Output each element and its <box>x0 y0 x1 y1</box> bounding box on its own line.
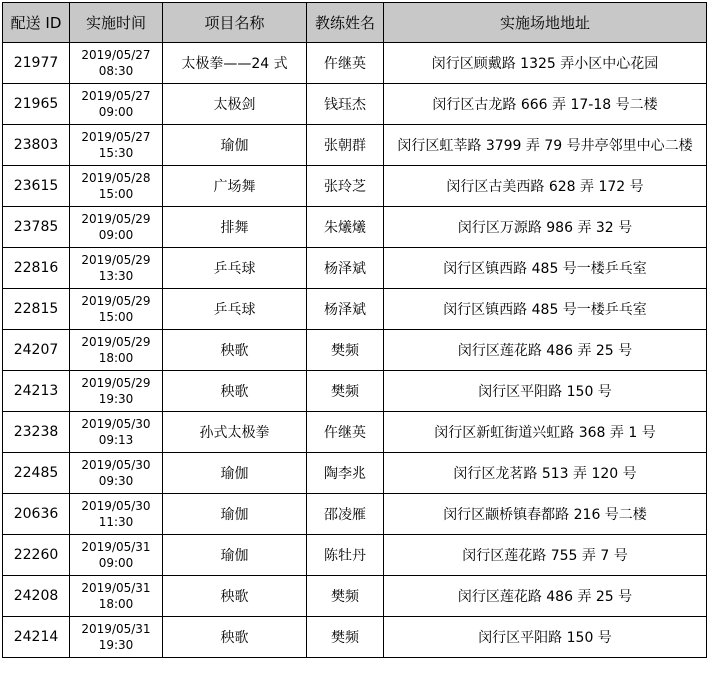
table-row <box>3 453 707 494</box>
header-coach: 教练姓名 <box>307 3 384 43</box>
cell-clock: 09:13 <box>98 433 134 447</box>
cell-coach: 杨泽斌 <box>307 289 384 330</box>
table-row <box>3 617 707 658</box>
cell-coach: 樊频 <box>307 576 384 617</box>
cell-address: 闵行区镇西路 485 号一楼乒乓室 <box>384 248 707 289</box>
cell-delivery-id: 24207 <box>3 330 70 371</box>
cell-coach: 樊频 <box>307 617 384 658</box>
cell-clock: 15:30 <box>98 146 134 160</box>
table-row <box>3 371 707 412</box>
cell-project: 秧歌 <box>163 371 307 412</box>
cell-delivery-id: 20636 <box>3 494 70 535</box>
cell-date: 2019/05/30 <box>81 417 151 431</box>
cell-address: 闵行区古龙路 666 弄 17-18 号二楼 <box>384 84 707 125</box>
cell-project: 乒乓球 <box>163 289 307 330</box>
cell-time <box>70 453 163 494</box>
cell-clock: 15:00 <box>98 310 134 324</box>
cell-date: 2019/05/27 <box>81 48 151 62</box>
cell-date: 2019/05/30 <box>81 499 151 513</box>
header-delivery-id: 配送 ID <box>3 3 70 43</box>
table-row <box>3 330 707 371</box>
cell-project: 太极拳——24 式 <box>163 43 307 84</box>
cell-clock: 11:30 <box>98 515 134 529</box>
cell-time <box>70 371 163 412</box>
cell-project: 秧歌 <box>163 617 307 658</box>
table-row <box>3 43 707 84</box>
cell-date: 2019/05/29 <box>81 294 151 308</box>
cell-address: 闵行区莲花路 486 弄 25 号 <box>384 330 707 371</box>
cell-delivery-id: 21965 <box>3 84 70 125</box>
cell-coach: 樊频 <box>307 330 384 371</box>
cell-delivery-id: 24214 <box>3 617 70 658</box>
cell-clock: 19:30 <box>98 392 134 406</box>
cell-date: 2019/05/31 <box>81 540 151 554</box>
cell-delivery-id: 23803 <box>3 125 70 166</box>
cell-date: 2019/05/27 <box>81 130 151 144</box>
table-row <box>3 248 707 289</box>
cell-date: 2019/05/29 <box>81 253 151 267</box>
cell-coach: 张朝群 <box>307 125 384 166</box>
cell-time <box>70 330 163 371</box>
cell-project: 秧歌 <box>163 330 307 371</box>
cell-delivery-id: 22815 <box>3 289 70 330</box>
cell-coach: 陶李兆 <box>307 453 384 494</box>
table-row <box>3 207 707 248</box>
cell-time <box>70 576 163 617</box>
header-address: 实施场地地址 <box>384 3 707 43</box>
cell-delivery-id: 21977 <box>3 43 70 84</box>
cell-time <box>70 166 163 207</box>
cell-time <box>70 289 163 330</box>
cell-address: 闵行区莲花路 486 弄 25 号 <box>384 576 707 617</box>
cell-delivery-id: 24213 <box>3 371 70 412</box>
cell-clock: 15:00 <box>98 187 134 201</box>
cell-time <box>70 412 163 453</box>
cell-project: 瑜伽 <box>163 453 307 494</box>
cell-time <box>70 43 163 84</box>
cell-project: 孙式太极拳 <box>163 412 307 453</box>
cell-clock: 19:30 <box>98 638 134 652</box>
cell-time <box>70 617 163 658</box>
cell-address: 闵行区颛桥镇春都路 216 号二楼 <box>384 494 707 535</box>
cell-date: 2019/05/30 <box>81 458 151 472</box>
cell-address: 闵行区虹莘路 3799 弄 79 号井亭邻里中心二楼 <box>384 125 707 166</box>
cell-clock: 09:00 <box>98 556 134 570</box>
cell-project: 乒乓球 <box>163 248 307 289</box>
table-row <box>3 166 707 207</box>
table-row <box>3 535 707 576</box>
cell-address: 闵行区龙茗路 513 弄 120 号 <box>384 453 707 494</box>
cell-date: 2019/05/31 <box>81 581 151 595</box>
header-time: 实施时间 <box>70 3 163 43</box>
cell-time <box>70 535 163 576</box>
cell-date: 2019/05/29 <box>81 212 151 226</box>
cell-project: 排舞 <box>163 207 307 248</box>
cell-clock: 09:30 <box>98 474 134 488</box>
cell-project: 瑜伽 <box>163 494 307 535</box>
cell-coach: 杨泽斌 <box>307 248 384 289</box>
cell-time <box>70 125 163 166</box>
cell-project: 瑜伽 <box>163 125 307 166</box>
cell-project: 广场舞 <box>163 166 307 207</box>
cell-coach: 邵凌雁 <box>307 494 384 535</box>
table-row <box>3 576 707 617</box>
cell-time <box>70 207 163 248</box>
cell-delivery-id: 23615 <box>3 166 70 207</box>
cell-project: 瑜伽 <box>163 535 307 576</box>
cell-address: 闵行区新虹街道兴虹路 368 弄 1 号 <box>384 412 707 453</box>
cell-time <box>70 248 163 289</box>
cell-date: 2019/05/28 <box>81 171 151 185</box>
cell-clock: 09:00 <box>98 105 134 119</box>
cell-project: 秧歌 <box>163 576 307 617</box>
cell-address: 闵行区平阳路 150 号 <box>384 371 707 412</box>
cell-date: 2019/05/27 <box>81 89 151 103</box>
cell-coach: 张玲芝 <box>307 166 384 207</box>
cell-delivery-id: 23785 <box>3 207 70 248</box>
header-project: 项目名称 <box>163 3 307 43</box>
cell-delivery-id: 23238 <box>3 412 70 453</box>
table-row <box>3 84 707 125</box>
cell-date: 2019/05/29 <box>81 335 151 349</box>
cell-address: 闵行区镇西路 485 号一楼乒乓室 <box>384 289 707 330</box>
table-row <box>3 494 707 535</box>
cell-delivery-id: 22260 <box>3 535 70 576</box>
cell-address: 闵行区莲花路 755 弄 7 号 <box>384 535 707 576</box>
cell-coach: 樊频 <box>307 371 384 412</box>
cell-time <box>70 494 163 535</box>
schedule-table <box>2 2 707 658</box>
cell-coach: 钱珏杰 <box>307 84 384 125</box>
cell-delivery-id: 22485 <box>3 453 70 494</box>
cell-delivery-id: 22816 <box>3 248 70 289</box>
header-row <box>3 3 707 43</box>
table-row <box>3 412 707 453</box>
table-row <box>3 289 707 330</box>
cell-clock: 18:00 <box>98 351 134 365</box>
cell-date: 2019/05/31 <box>81 622 151 636</box>
cell-project: 太极剑 <box>163 84 307 125</box>
cell-address: 闵行区万源路 986 弄 32 号 <box>384 207 707 248</box>
cell-clock: 13:30 <box>98 269 134 283</box>
cell-delivery-id: 24208 <box>3 576 70 617</box>
cell-clock: 08:30 <box>98 64 134 78</box>
cell-address: 闵行区顾戴路 1325 弄小区中心花园 <box>384 43 707 84</box>
cell-address: 闵行区古美西路 628 弄 172 号 <box>384 166 707 207</box>
cell-coach: 陈牡丹 <box>307 535 384 576</box>
cell-coach: 仵继英 <box>307 412 384 453</box>
cell-date: 2019/05/29 <box>81 376 151 390</box>
table-row <box>3 125 707 166</box>
cell-coach: 仵继英 <box>307 43 384 84</box>
cell-address: 闵行区平阳路 150 号 <box>384 617 707 658</box>
cell-clock: 18:00 <box>98 597 134 611</box>
cell-coach: 朱爔爔 <box>307 207 384 248</box>
cell-clock: 09:00 <box>98 228 134 242</box>
cell-time <box>70 84 163 125</box>
